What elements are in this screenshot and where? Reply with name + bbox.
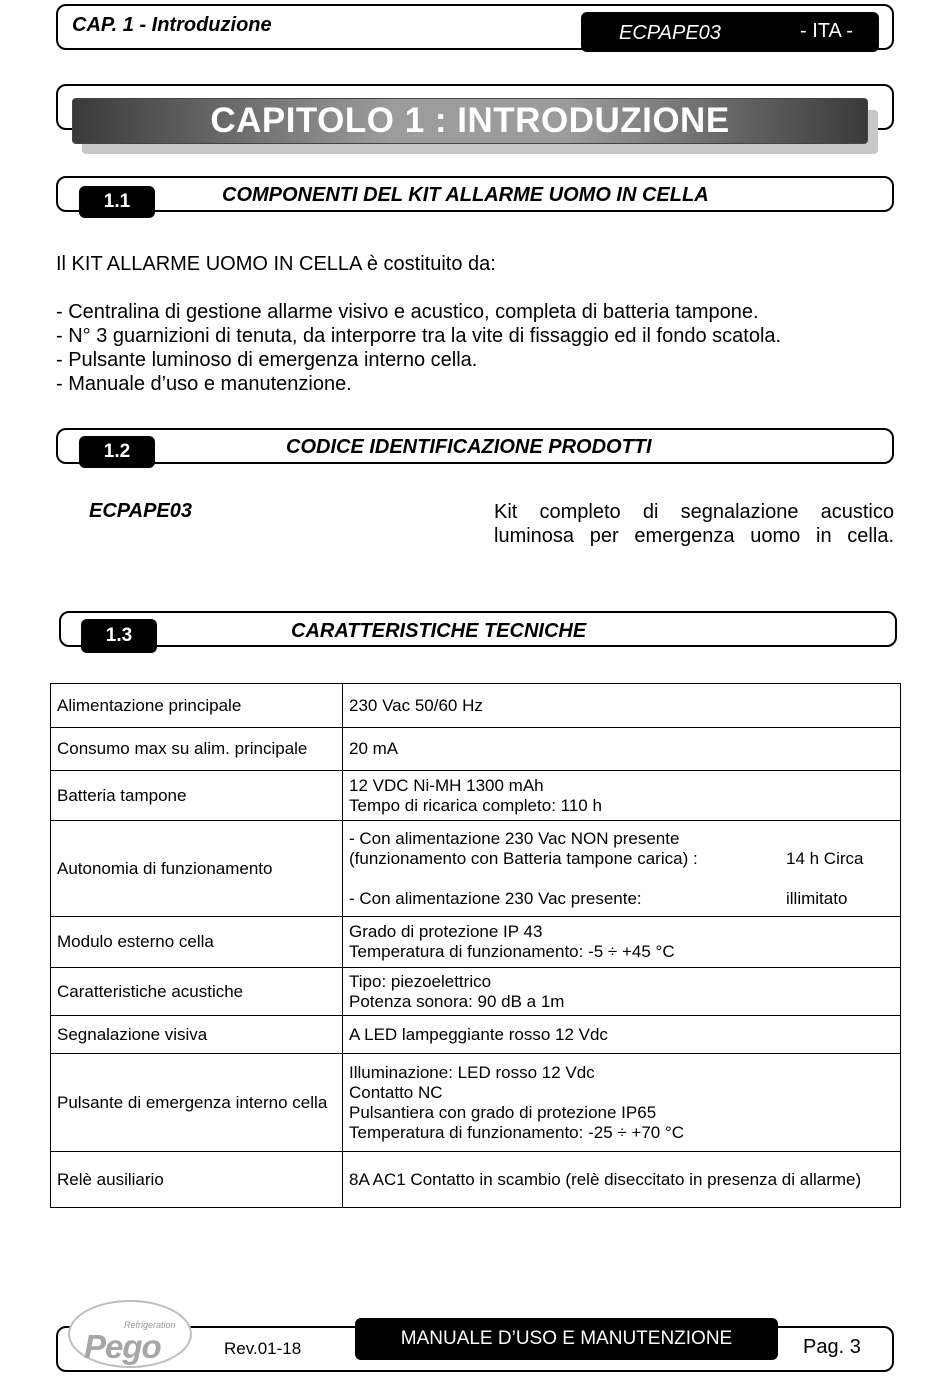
section-number-1-1: 1.1: [79, 186, 155, 218]
spec-value-line: 12 VDC Ni-MH 1300 mAh: [349, 775, 544, 795]
spec-label: Batteria tampone: [51, 771, 343, 821]
header-lang: - ITA -: [800, 20, 853, 42]
list-item: - N° 3 guarnizioni di tenuta, da interporre tra la vite di fissaggio ed il fondo scatola.: [56, 325, 782, 347]
spec-value-line: Contatto NC: [349, 1082, 443, 1102]
table-row: [51, 1152, 901, 1208]
spec-value: [343, 917, 901, 968]
spec-value: [343, 968, 901, 1016]
manual-title: MANUALE D’USO E MANUTENZIONE: [400, 1328, 733, 1349]
spec-value-line: Potenza sonora: 90 dB a 1m: [349, 991, 565, 1011]
spec-label: Alimentazione principale: [51, 684, 343, 728]
chapter-banner: [72, 98, 868, 144]
section-title-1-3: CARATTERISTICHE TECNICHE: [291, 620, 587, 642]
table-row: [51, 1054, 901, 1152]
spec-value-line: 20 mA: [349, 739, 399, 758]
table-row: [51, 821, 901, 917]
product-description-line: Kit completo di segnalazione acustico: [494, 501, 894, 523]
spec-value-line: Temperatura di funzionamento: -25 ÷ +70 °C: [349, 1122, 685, 1142]
section-number-1-2: 1.2: [79, 436, 155, 468]
spec-value-line: [349, 889, 894, 909]
list-item: - Manuale d’uso e manutenzione.: [56, 373, 352, 395]
spec-label: Consumo max su alim. principale: [51, 728, 343, 771]
chapter-title: CAPITOLO 1 : INTRODUZIONE: [210, 101, 730, 140]
kit-intro: Il KIT ALLARME UOMO IN CELLA è costituito da:: [56, 253, 496, 275]
spec-value-line: Tempo di ricarica completo: 110 h: [349, 795, 602, 815]
list-item: - Pulsante luminoso di emergenza interno cella.: [56, 349, 478, 371]
spec-value: [343, 684, 901, 728]
spec-value: [343, 1054, 901, 1152]
spec-value-amount: 14 h Circa: [786, 848, 864, 868]
spec-value-line: Illuminazione: LED rosso 12 Vdc: [349, 1062, 595, 1082]
logo-tagline: Refrigeration: [124, 1320, 176, 1330]
spec-value-line: 230 Vac 50/60 Hz: [349, 695, 483, 715]
section-title-1-1: COMPONENTI DEL KIT ALLARME UOMO IN CELLA: [222, 184, 709, 206]
product-description: [494, 500, 894, 548]
spec-value-line: - Con alimentazione 230 Vac NON presente: [349, 828, 680, 848]
revision: Rev.01-18: [224, 1339, 302, 1358]
spec-value: [343, 1152, 901, 1208]
spec-label: Relè ausiliario: [51, 1152, 343, 1208]
spec-value-amount: illimitato: [786, 888, 848, 908]
spec-value-line: Tipo: piezoelettrico: [349, 971, 492, 991]
spec-value-line: Pulsantiera con grado di protezione IP65: [349, 1102, 657, 1122]
pego-logo: [68, 1300, 192, 1368]
page-number: Pag. 3: [803, 1336, 861, 1358]
spec-value: [343, 821, 901, 917]
table-row: [51, 917, 901, 968]
product-code: ECPAPE03: [89, 500, 193, 522]
spec-value-line: 8A AC1 Contatto in scambio (relè diseccitato in presenza di allarme): [349, 1169, 862, 1189]
spec-value-text: - Con alimentazione 230 Vac presente:: [349, 888, 642, 908]
spec-value-line: Temperatura di funzionamento: -5 ÷ +45 °C: [349, 942, 675, 961]
product-description-line: luminosa per emergenza uomo in cella.: [494, 525, 894, 547]
spec-label: Segnalazione visiva: [51, 1016, 343, 1054]
section-title-1-2: CODICE IDENTIFICAZIONE PRODOTTI: [286, 436, 652, 458]
manual-title-box: [355, 1318, 778, 1360]
table-row: [51, 1016, 901, 1054]
chapter-label: CAP. 1 - Introduzione: [72, 14, 272, 36]
header-code-box: [581, 12, 879, 52]
spec-label: Caratteristiche acustiche: [51, 968, 343, 1016]
kit-item-list: [56, 300, 781, 396]
table-row: [51, 684, 901, 728]
table-row: [51, 771, 901, 821]
list-item: - Centralina di gestione allarme visivo e acustico, completa di batteria tampone.: [56, 301, 759, 323]
spec-value-line: Grado di protezione IP 43: [349, 922, 543, 941]
spec-table: [50, 683, 901, 1208]
spec-value-line: A LED lampeggiante rosso 12 Vdc: [349, 1024, 608, 1044]
header-code: ECPAPE03: [619, 22, 721, 44]
spec-value: [343, 728, 901, 771]
section-number-1-3: 1.3: [81, 619, 157, 653]
spec-label: Modulo esterno cella: [51, 917, 343, 968]
spec-value: [343, 1016, 901, 1054]
spec-label: Autonomia di funzionamento: [51, 821, 343, 917]
spec-value-line: [349, 849, 894, 869]
table-row: [51, 968, 901, 1016]
spec-label: Pulsante di emergenza interno cella: [51, 1054, 343, 1152]
logo-wordmark: Pego: [84, 1328, 161, 1365]
spec-value: [343, 771, 901, 821]
table-row: [51, 728, 901, 771]
spec-value-text: (funzionamento con Batteria tampone carica) :: [349, 848, 698, 868]
